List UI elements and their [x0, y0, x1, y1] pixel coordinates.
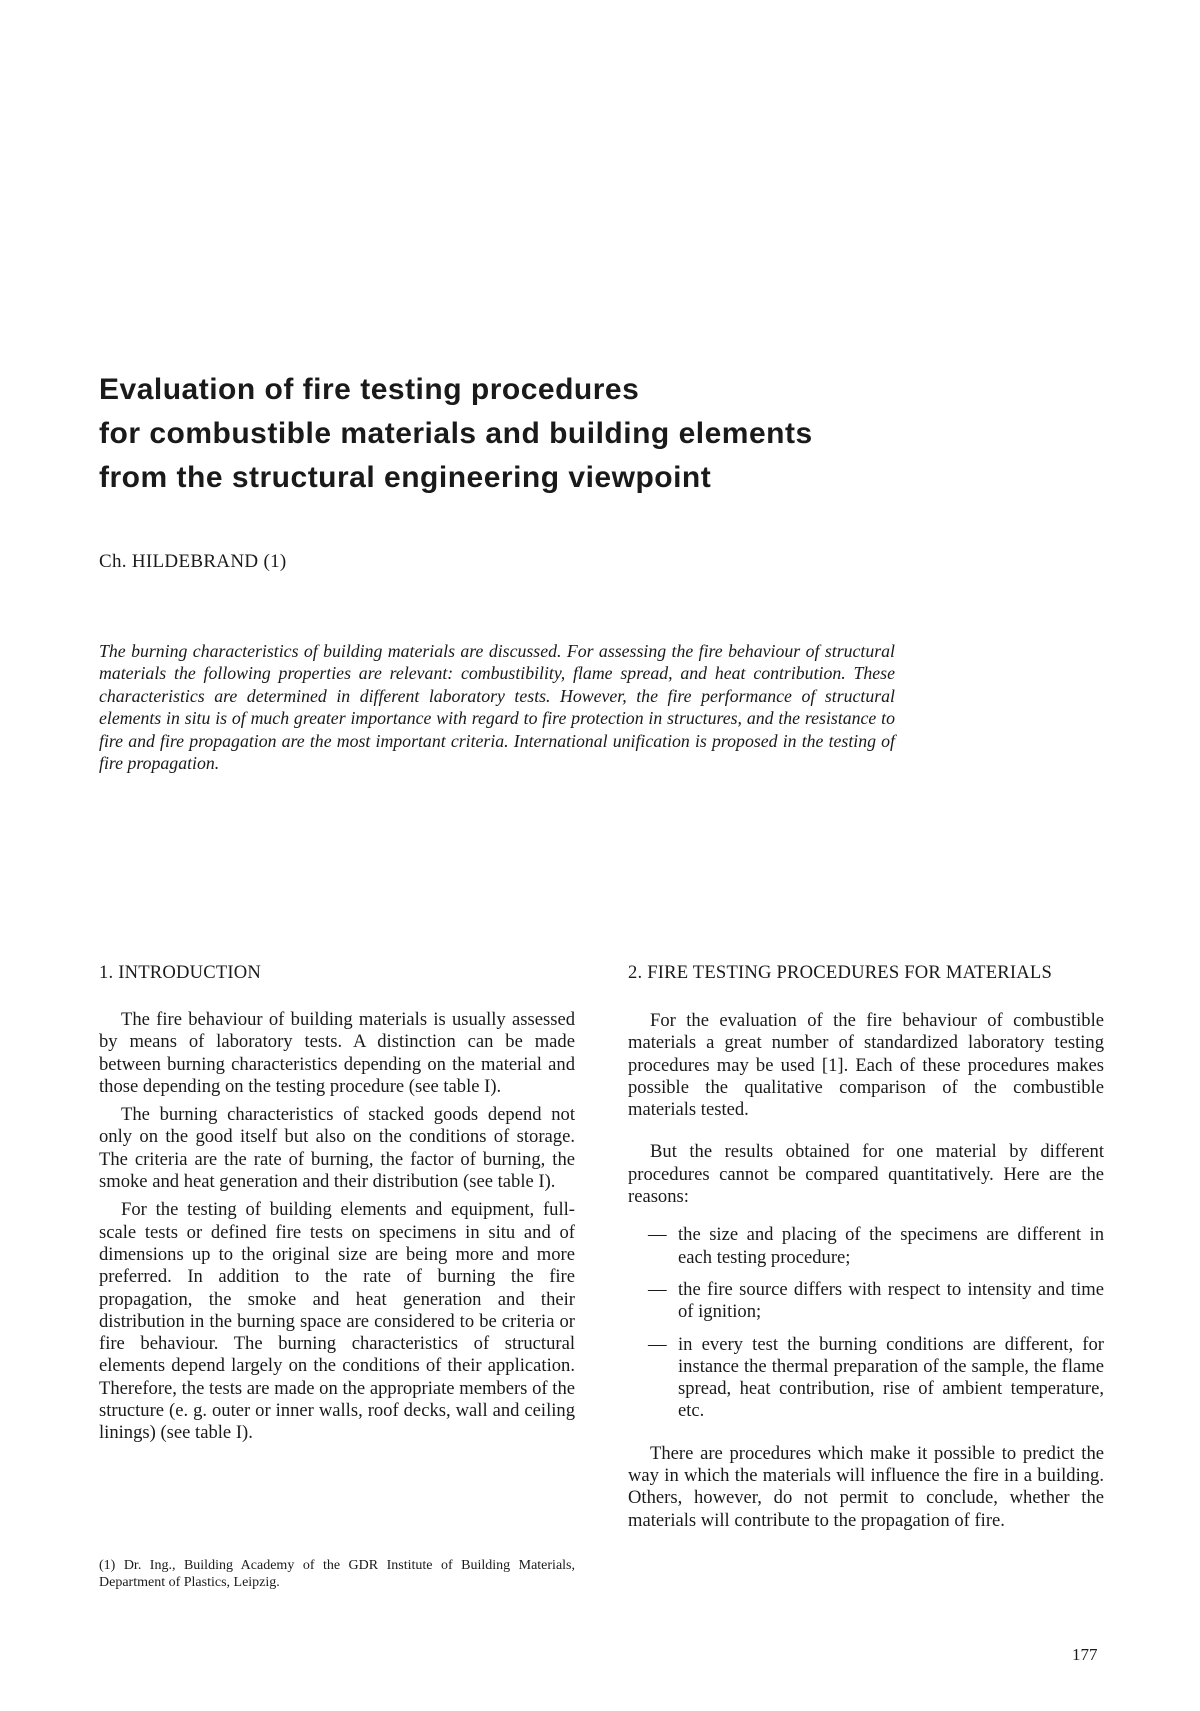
list-item: — in every test the burning conditions are different, for instance the thermal preparation of the sample, the flame spread, heat contribution, rise of ambient temperature, etc. [648, 1333, 1104, 1422]
title-line-1: Evaluation of fire testing procedures [99, 373, 640, 406]
section-2-paragraph-2: But the results obtained for one material by different procedures cannot be compared quantitatively. Here are the reasons: [628, 1141, 1104, 1208]
dash-marker: — [648, 1333, 667, 1355]
list-item: — the fire source differs with respect to intensity and time of ignition; [648, 1278, 1104, 1323]
section-1-paragraph-1: The fire behaviour of building materials is usually assessed by means of laboratory tests. A distinction can be made between burning characteristics depending on the material and those depending on the testing procedure (see table I). [99, 1009, 575, 1097]
page-number: 177 [1072, 1645, 1098, 1664]
author-name: Ch. HILDEBRAND [99, 551, 259, 572]
footnote: (1) Dr. Ing., Building Academy of the GDR Institute of Building Materials, Department of Plastics, Leipzig. [99, 1558, 575, 1590]
reasons-list [628, 1224, 1104, 1422]
section-1-paragraph-2: The burning characteristics of stacked goods depend not only on the good itself but also on the conditions of storage. The criteria are the rate of burning, the factor of burning, the smoke and heat generation and their distribution (see table I). [99, 1104, 575, 1193]
section-1-heading: 1. INTRODUCTION [99, 962, 262, 983]
left-column [99, 962, 575, 1445]
author-line [99, 551, 287, 573]
title-line-2: for combustible materials and building elements [99, 417, 813, 450]
list-item: — the size and placing of the specimens are different in each testing procedure; [648, 1224, 1104, 1268]
paper-title [99, 368, 999, 500]
right-column [628, 962, 1104, 1532]
section-1-paragraph-3: For the testing of building elements and equipment, full-scale tests or defined fire tests on specimens in situ and of dimensions up to the original size are being more and more preferred. In addition to the rate of burning the fire propagation, the smoke and heat generation and their distribution in the burning space are considered to be criteria or fire behaviour. The burning characteristics of structural elements depend largely on the conditions of their application. Therefore, the tests are made on the appropriate members of the structure (e. g. outer or inner walls, roof decks, wall and ceiling linings) (see table I). [99, 1199, 575, 1444]
author-note-ref: (1) [263, 551, 287, 572]
section-2-heading: 2. FIRE TESTING PROCEDURES FOR MATERIALS [628, 962, 1052, 983]
abstract: The burning characteristics of building materials are discussed. For assessing the fire behaviour of structural materials the following properties are relevant: combustibility, flame spread, and heat contribution. These characteristics are determined in different laboratory tests. However, the fire performance of structural elements in situ is of much greater importance with regard to fire protection in structures, and the resistance to fire and fire propagation are the most important criteria. International unification is proposed in the testing of fire propagation. [99, 641, 895, 774]
section-2-paragraph-3: There are procedures which make it possible to predict the way in which the materials will influence the fire in a building. Others, however, do not permit to conclude, whether the materials will contribute to the propagation of fire. [628, 1442, 1104, 1531]
title-line-3: from the structural engineering viewpoint [99, 461, 712, 494]
section-2-paragraph-1: For the evaluation of the fire behaviour of combustible materials a great number of standardized laboratory testing procedures may be used [1]. Each of these procedures makes possible the qualitative comparison of the combustible materials tested. [628, 1010, 1104, 1121]
dash-marker: — [648, 1224, 667, 1246]
dash-marker: — [648, 1278, 667, 1300]
